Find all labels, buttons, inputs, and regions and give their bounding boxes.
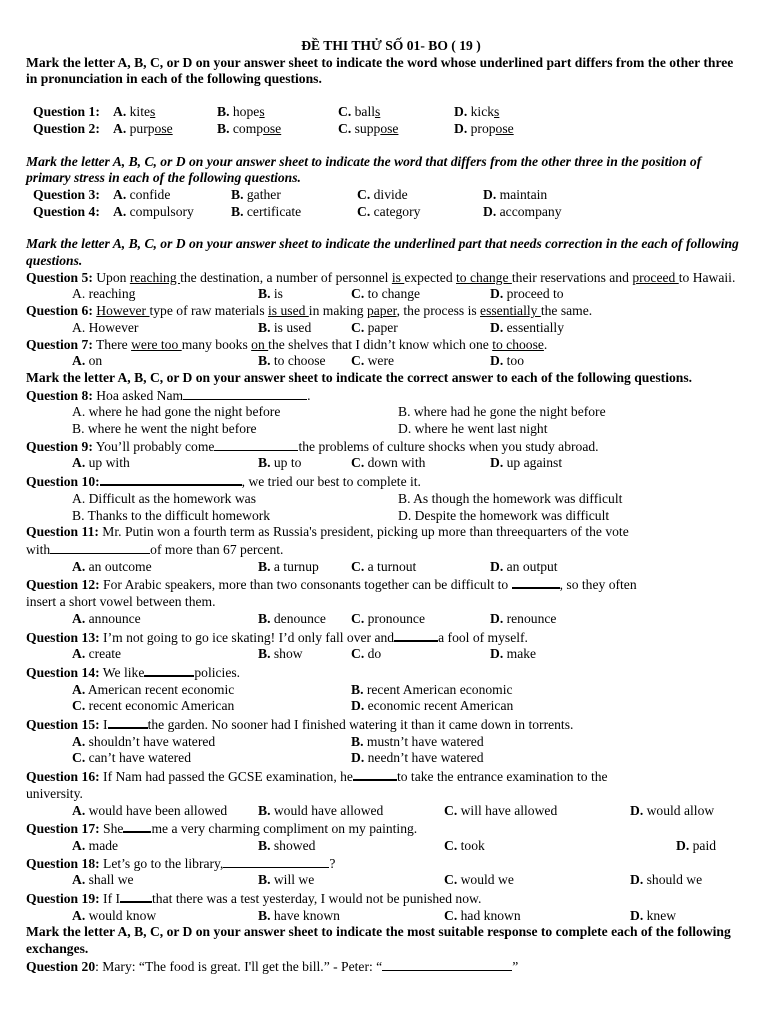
option-c[interactable]: C. took	[444, 837, 485, 853]
answer-blank[interactable]	[382, 958, 512, 971]
option-d[interactable]: D. kicks	[454, 104, 500, 120]
option-b[interactable]: B. certificate	[231, 203, 302, 219]
section4-instruction: Mark the letter A, B, C, or D on your answer sheet to indicate the correct answer to each of the following questions.	[26, 369, 693, 385]
question-label: Question 4:	[33, 203, 100, 219]
option-d[interactable]: D. economic recent American	[351, 698, 514, 714]
option-a[interactable]: A. create	[72, 646, 122, 662]
option-a[interactable]: A. Difficult as the homework was	[72, 490, 256, 506]
option-b[interactable]: B. a turnup	[258, 558, 319, 574]
option-b[interactable]: B. mustn’t have watered	[351, 733, 484, 749]
question-1	[26, 104, 746, 121]
question-9-stem: Question 9: You’ll probably come the problems of culture shocks when you study abroad.	[26, 438, 599, 454]
question-5-options	[26, 286, 746, 303]
option-c[interactable]: C. had known	[444, 907, 521, 923]
section2-instruction: Mark the letter A, B, C, or D on your answer sheet to indicate the word that differs from the other three in the position of primary stress in each of the following questions.	[26, 153, 702, 186]
answer-blank[interactable]	[214, 438, 298, 451]
answer-blank[interactable]	[183, 387, 307, 400]
option-b[interactable]: B. is used	[258, 319, 312, 335]
option-c[interactable]: C. recent economic American	[72, 698, 235, 714]
question-10-stem: Question 10: , we tried our best to complete it.	[26, 474, 421, 490]
question-2	[26, 121, 746, 138]
exam-title: ĐỀ THI THỬ SỐ 01- BO ( 19 )	[301, 38, 481, 53]
question-16-stem: Question 16: If Nam had passed the GCSE examination, he to take the entrance examination to the	[26, 769, 608, 785]
option-c[interactable]: C. a turnout	[351, 558, 417, 574]
option-b[interactable]: B. where he went the night before	[72, 421, 257, 437]
question-7-options	[26, 353, 746, 370]
option-a[interactable]: A. shall we	[72, 872, 134, 888]
option-b[interactable]: B. gather	[231, 186, 281, 202]
option-c[interactable]: C. to change	[351, 286, 421, 302]
question-12-stem-line2: insert a short vowel between them.	[26, 594, 216, 610]
option-a[interactable]: A. American recent economic	[72, 681, 235, 697]
option-d[interactable]: D. too	[490, 353, 524, 369]
question-14-options	[26, 698, 746, 715]
option-a[interactable]: A. reaching	[72, 286, 136, 302]
question-15-options	[26, 750, 746, 767]
option-d[interactable]: D. knew	[630, 907, 677, 923]
option-a[interactable]: A. would have been allowed	[72, 802, 228, 818]
option-d[interactable]: D. renounce	[490, 610, 557, 626]
option-d[interactable]: D. would allow	[630, 802, 715, 818]
option-d[interactable]: D. up against	[490, 455, 563, 471]
option-d[interactable]: D. propose	[454, 120, 514, 136]
question-label: Question 1:	[33, 104, 100, 120]
question-10-options	[26, 491, 746, 508]
option-a[interactable]: A. an outcome	[72, 558, 152, 574]
question-20-stem: Question 20: Mary: “The food is great. I'll get the bill.” - Peter: “ ”	[26, 958, 519, 974]
question-8-options	[26, 421, 746, 438]
answer-blank[interactable]	[123, 819, 151, 833]
option-b[interactable]: B. denounce	[258, 610, 326, 626]
option-a[interactable]: A. where he had gone the night before	[72, 404, 281, 420]
section3-instruction: Mark the letter A, B, C, or D on your answer sheet to indicate the underlined part that needs correction in the each of following questions.	[26, 236, 739, 269]
option-d[interactable]: D. paid	[676, 837, 717, 853]
option-b[interactable]: B. recent American economic	[351, 681, 513, 697]
question-18-stem: Question 18: Let’s go to the library, ?	[26, 855, 336, 871]
question-8-options	[26, 404, 746, 421]
option-b[interactable]: B. up to	[258, 455, 302, 471]
option-a[interactable]: A. purpose	[113, 120, 173, 136]
question-17-stem: Question 17: She me a very charming compliment on my painting.	[26, 821, 418, 837]
question-5-stem: Question 5: Upon reaching the destination, a number of personnel is expected to change their reservations and proceed to Hawaii.	[26, 269, 736, 285]
option-b[interactable]: B. As though the homework was difficult	[398, 490, 623, 506]
option-c[interactable]: C. divide	[357, 186, 408, 202]
question-11-stem: Question 11: Mr. Putin won a fourth term as Russia's president, picking up more than threequarters of the vote	[26, 524, 629, 540]
option-b[interactable]: B. showed	[258, 837, 316, 853]
question-14-options	[26, 682, 746, 699]
option-d[interactable]: D. essentially	[490, 319, 564, 335]
option-a[interactable]: A. confide	[113, 186, 171, 202]
option-c[interactable]: C. do	[351, 646, 382, 662]
question-10-options	[26, 508, 746, 525]
spacer	[26, 88, 746, 104]
question-13-stem: Question 13: I’m not going to go ice skating! I’d only fall over and a fool of myself.	[26, 629, 528, 645]
question-16-options	[26, 803, 746, 820]
question-11-options	[26, 559, 746, 576]
answer-blank[interactable]	[512, 575, 560, 589]
option-a[interactable]: A. on	[72, 353, 103, 369]
option-c[interactable]: C. would we	[444, 872, 514, 888]
option-b[interactable]: B. have known	[258, 907, 340, 923]
question-7-stem: Question 7: There were too many books on the shelves that I didn’t know which one to choose.	[26, 336, 548, 352]
question-6-stem: Question 6: However type of raw materials is used in making paper, the process is essentially the same.	[26, 303, 593, 319]
option-d[interactable]: D. proceed to	[490, 286, 564, 302]
option-a[interactable]: A. made	[72, 837, 119, 853]
option-c[interactable]: C. balls	[338, 104, 381, 120]
option-d[interactable]: D. Despite the homework was difficult	[398, 507, 610, 523]
option-d[interactable]: D. maintain	[483, 186, 548, 202]
option-c[interactable]: C. category	[357, 203, 421, 219]
option-a[interactable]: A. announce	[72, 610, 141, 626]
option-c[interactable]: C. can’t have watered	[72, 750, 192, 766]
question-18-options	[26, 872, 746, 889]
option-d[interactable]: D. make	[490, 646, 537, 662]
answer-blank[interactable]	[394, 628, 438, 642]
option-d[interactable]: D. should we	[630, 872, 703, 888]
option-a[interactable]: A. up with	[72, 455, 130, 471]
question-19-options	[26, 908, 746, 925]
option-b[interactable]: B. show	[258, 646, 303, 662]
option-a[interactable]: A. shouldn’t have watered	[72, 733, 216, 749]
option-c[interactable]: C. suppose	[338, 120, 399, 136]
answer-blank[interactable]	[50, 541, 150, 554]
question-11-stem-line2: with of more than 67 percent.	[26, 541, 284, 557]
option-b[interactable]: B. to choose	[258, 353, 326, 369]
option-a[interactable]: A. kites	[113, 104, 156, 120]
question-12-stem: Question 12: For Arabic speakers, more than two consonants together can be difficult to , so they often	[26, 577, 637, 593]
question-6-options	[26, 320, 746, 337]
option-c[interactable]: C. paper	[351, 319, 398, 335]
question-15-stem: Question 15: I the garden. No sooner had I finished watering it than it came down in torrents.	[26, 717, 574, 733]
option-d[interactable]: D. an output	[490, 558, 558, 574]
option-b[interactable]: B. where had he gone the night before	[398, 404, 606, 420]
option-b[interactable]: B. compose	[217, 120, 282, 136]
option-c[interactable]: C. down with	[351, 455, 426, 471]
answer-blank[interactable]	[100, 472, 242, 486]
answer-blank[interactable]	[120, 889, 152, 903]
question-14-stem: Question 14: We like policies.	[26, 664, 241, 680]
question-3	[26, 187, 746, 204]
option-a[interactable]: A. compulsory	[113, 203, 194, 219]
answer-blank[interactable]	[223, 855, 329, 868]
option-a[interactable]: A. However	[72, 319, 139, 335]
section1-instruction: Mark the letter A, B, C, or D on your answer sheet to indicate the word whose underlined part differs from the other three in pronunciation in each of the following questions.	[26, 54, 734, 87]
question-8-stem: Question 8: Hoa asked Nam .	[26, 387, 311, 403]
question-12-options	[26, 611, 746, 628]
option-a[interactable]: A. would know	[72, 907, 157, 923]
option-b[interactable]: B. Thanks to the difficult homework	[72, 507, 271, 523]
answer-blank[interactable]	[108, 715, 148, 729]
spacer	[26, 138, 746, 154]
question-17-options	[26, 838, 746, 855]
option-b[interactable]: B. is	[258, 286, 283, 302]
section5-instruction: Mark the letter A, B, C, or D on your answer sheet to indicate the most suitable response to complete each of the following exchanges.	[26, 924, 731, 957]
answer-blank[interactable]	[144, 663, 194, 677]
option-b[interactable]: B. would have allowed	[258, 802, 384, 818]
question-label: Question 2:	[33, 120, 100, 136]
option-b[interactable]: B. will we	[258, 872, 315, 888]
question-label: Question 3:	[33, 186, 100, 202]
option-d[interactable]: D. needn’t have watered	[351, 750, 484, 766]
option-d[interactable]: D. where he went last night	[398, 421, 548, 437]
option-d[interactable]: D. accompany	[483, 203, 562, 219]
question-19-stem: Question 19: If I that there was a test yesterday, I would not be punished now.	[26, 891, 482, 907]
answer-blank[interactable]	[353, 767, 397, 781]
option-b[interactable]: B. hopes	[217, 104, 265, 120]
question-13-options	[26, 646, 746, 663]
spacer	[26, 220, 746, 236]
option-c[interactable]: C. pronounce	[351, 610, 425, 626]
option-c[interactable]: C. will have allowed	[444, 802, 558, 818]
option-c[interactable]: C. were	[351, 353, 395, 369]
question-4	[26, 204, 746, 221]
question-16-stem-line2: university.	[26, 785, 83, 801]
question-15-options	[26, 734, 746, 751]
question-9-options	[26, 455, 746, 472]
